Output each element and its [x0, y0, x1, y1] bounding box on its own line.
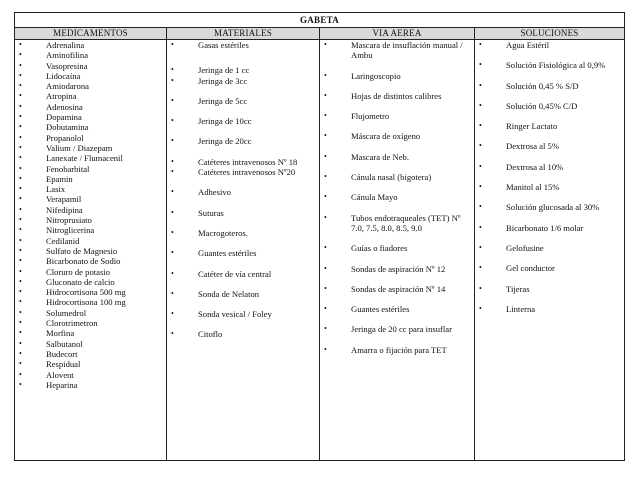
medicamento-item: • Cedilanid — [15, 236, 166, 246]
medicamento-item: • Lasix — [15, 184, 166, 194]
medicamento-item: • Clorotrimetron — [15, 318, 166, 328]
medicamento-item: • Nifedipina — [15, 205, 166, 215]
via-aerea-item: • Laringoscopio — [320, 71, 474, 81]
material-item: • Jeringa de 5cc — [167, 96, 319, 106]
solucion-item: • Solución glucosada al 30% — [475, 202, 624, 212]
table-title: GABETA — [15, 13, 625, 28]
medicamento-item: • Adenosina — [15, 102, 166, 112]
medicamento-item: • Sulfato de Magnesio — [15, 246, 166, 256]
via-aerea-list — [320, 40, 474, 355]
solucion-item: • Tijeras — [475, 284, 624, 294]
medicamento-item: • Amiodarona — [15, 81, 166, 91]
materiales-cell — [167, 40, 320, 461]
material-item: • Citoflo — [167, 329, 319, 339]
medicamento-item: • Dopamina — [15, 112, 166, 122]
material-item: • Catéter de vía central — [167, 269, 319, 279]
material-item: • Guantes estériles — [167, 248, 319, 258]
medicamento-item: • Gluconato de calcio — [15, 277, 166, 287]
via-aerea-item: • Jeringa de 20 cc para insuflar — [320, 324, 474, 334]
via-aerea-item: • Cánula nasal (bigotera) — [320, 172, 474, 182]
medicamento-item: • Cloruro de potasio — [15, 267, 166, 277]
via-aerea-item: • Hojas de distintos calibres — [320, 91, 474, 101]
medicamento-item: • Hidrocortisona 100 mg — [15, 297, 166, 307]
medicamento-item: • Adrenalina — [15, 40, 166, 50]
via-aerea-cell — [320, 40, 475, 461]
medicamento-item: • Valium / Diazepam — [15, 143, 166, 153]
solucion-item: • Solución 0,45 % S/D — [475, 81, 624, 91]
via-aerea-item: • Amarra o fijación para TET — [320, 345, 474, 355]
solucion-item: • Manitol al 15% — [475, 182, 624, 192]
medicamento-item: • Lanexate / Flumacenil — [15, 153, 166, 163]
medicamento-item: • Heparina — [15, 380, 166, 390]
medicamento-item: • Bicarbonato de Sodio — [15, 256, 166, 266]
material-item: • Jeringa de 1 cc — [167, 65, 319, 75]
medicamento-item: • Budecort — [15, 349, 166, 359]
solucion-item: • Solución Fisiológica al 0,9% — [475, 60, 624, 70]
medicamentos-cell — [15, 40, 167, 461]
medicamento-item: • Verapamil — [15, 194, 166, 204]
medicamento-item: • Nitroprusiato — [15, 215, 166, 225]
medicamento-item: • Morfina — [15, 328, 166, 338]
soluciones-cell — [475, 40, 625, 461]
solucion-item: • Dextrosa al 5% — [475, 141, 624, 151]
medicamento-item: • Nitroglicerina — [15, 225, 166, 235]
via-aerea-item: • Sondas de aspiración Nº 12 — [320, 264, 474, 274]
solucion-item: • Solución 0,45% C/D — [475, 101, 624, 111]
via-aerea-item: • Sondas de aspiración Nº 14 — [320, 284, 474, 294]
material-item: • Macrogoteros. — [167, 228, 319, 238]
material-item: • Gasas estériles — [167, 40, 319, 50]
medicamento-item: • Aminofilina — [15, 50, 166, 60]
material-item: • Catéteres intravenosos Nº 18 — [167, 157, 319, 167]
material-item: • Jeringa de 20cc — [167, 136, 319, 146]
gabeta-table — [14, 12, 625, 461]
header-soluciones: SOLUCIONES — [475, 28, 625, 40]
solucion-item: • Gelofusine — [475, 243, 624, 253]
material-item: • Suturas — [167, 208, 319, 218]
medicamento-item: • Respidual — [15, 359, 166, 369]
material-item: • Catéteres intravenosos Nº20 — [167, 167, 319, 177]
medicamento-item: • Fenobarbital — [15, 164, 166, 174]
via-aerea-item: • Máscara de oxígeno — [320, 131, 474, 141]
via-aerea-item: • Tubos endotraqueales (TET) Nº 7.0, 7.5, 8.0, 8.5, 9.0 — [320, 213, 474, 234]
header-materiales: MATERIALES — [167, 28, 320, 40]
header-via-aerea: VIA AEREA — [320, 28, 475, 40]
medicamento-item: • Hidrocortisona 500 mg — [15, 287, 166, 297]
medicamento-item: • Epamin — [15, 174, 166, 184]
via-aerea-item: • Mascara de insuflación manual / Ambu — [320, 40, 474, 61]
medicamento-item: • Lidocaína — [15, 71, 166, 81]
via-aerea-item: • Guantes estériles — [320, 304, 474, 314]
medicamento-item: • Alovent — [15, 370, 166, 380]
material-item: • Jeringa de 3cc — [167, 76, 319, 86]
header-medicamentos: MEDICAMENTOS — [15, 28, 167, 40]
material-item: • Jeringa de 10cc — [167, 116, 319, 126]
solucion-item: • Gel conductor — [475, 263, 624, 273]
via-aerea-item: • Mascara de Neb. — [320, 152, 474, 162]
medicamento-item: • Atropina — [15, 91, 166, 101]
medicamento-item: • Solumedrol — [15, 308, 166, 318]
solucion-item: • Agua Estéril — [475, 40, 624, 50]
material-item: • Sonda de Nelaton — [167, 289, 319, 299]
materiales-list — [167, 40, 319, 340]
solucion-item: • Bicarbonato 1/6 molar — [475, 223, 624, 233]
medicamento-item: • Vasopresina — [15, 61, 166, 71]
soluciones-list — [475, 40, 624, 314]
material-item: • Sonda vesical / Foley — [167, 309, 319, 319]
via-aerea-item: • Cánula Mayo — [320, 192, 474, 202]
via-aerea-item: • Flujometro — [320, 111, 474, 121]
medicamento-item: • Salbutanol — [15, 339, 166, 349]
medicamento-item: • Dobutamina — [15, 122, 166, 132]
material-item: • Adhesivo — [167, 187, 319, 197]
solucion-item: • Linterna — [475, 304, 624, 314]
medicamento-item: • Propanolol — [15, 133, 166, 143]
via-aerea-item: • Guías o fiadores — [320, 243, 474, 253]
solucion-item: • Dextrosa al 10% — [475, 162, 624, 172]
medicamentos-list — [15, 40, 166, 390]
solucion-item: • Ringer Lactato — [475, 121, 624, 131]
